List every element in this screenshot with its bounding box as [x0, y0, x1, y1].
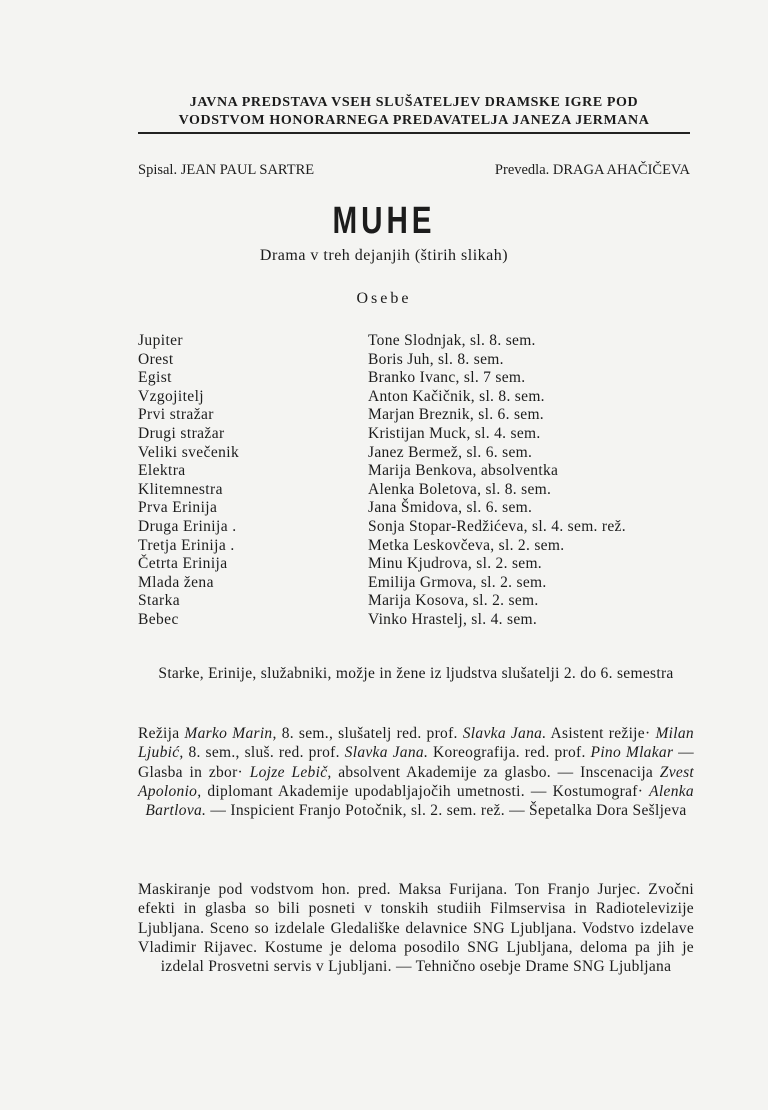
cast-role: Orest [138, 350, 174, 368]
cast-row [138, 611, 718, 630]
cast-role: Mlada žena [138, 573, 214, 591]
cast-row [138, 425, 718, 444]
cast-actor: Emilija Grmova, sl. 2. sem. [368, 573, 547, 591]
cast-actor: Sonja Stopar-Redžićeva, sl. 4. sem. rež. [368, 517, 626, 535]
cast-actor: Marija Kosova, sl. 2. sem. [368, 592, 539, 610]
cast-row [138, 574, 718, 593]
choreographer-name: Pino Mlakar [590, 744, 674, 762]
cast-row [138, 369, 718, 388]
cast-role: Prva Erinija [138, 499, 218, 517]
cast-row [138, 388, 718, 407]
cast-row [138, 406, 718, 425]
cast-role: Veliki svečenik [138, 443, 240, 461]
cast-actor: Vinko Hrastelj, sl. 4. sem. [368, 610, 538, 628]
cast-row [138, 518, 718, 537]
cast-role: Jupiter [138, 332, 183, 349]
play-subtitle: Drama v treh dejanjih (štirih slikah) [259, 247, 509, 264]
director-name: Marko Marin, [184, 725, 277, 742]
cast-actor: Janez Bermež, sl. 6. sem. [368, 443, 533, 461]
assistant-professor: Slavka Jana. [344, 744, 429, 762]
cast-actor: Branko Ivanc, sl. 7 sem. [368, 369, 526, 387]
header-line-1: JAVNA PREDSTAVA VSEH SLUŠATELJEV DRAMSKE IGRE POD [189, 95, 639, 110]
cast-role: Starka [138, 592, 180, 610]
choreography-label: Koreografija. red. prof. [432, 744, 586, 762]
cast-role: Prvi stražar [138, 406, 214, 424]
composer-name: Lojze Lebič, [249, 763, 332, 781]
cast-role: Egist [138, 369, 172, 387]
cast-actor: Metka Leskovčeva, sl. 2. sem. [368, 536, 565, 554]
production-credits [138, 724, 694, 820]
cast-role: Drugi stražar [138, 424, 225, 442]
composer-info: absolvent Akademije za glasbo. — Inscenacija [338, 763, 654, 781]
directing-label: Režija [138, 725, 180, 742]
scenographer-name: Zvest Apolonio, [138, 763, 695, 800]
cast-role: Vzgojitelj [138, 387, 204, 405]
header-line-2: VODSTVOM HONORARNEGA PREDAVATELJA JANEZA JERMANA [178, 113, 650, 128]
header [138, 94, 690, 130]
cast-role: Tretja Erinija . [138, 536, 235, 554]
stage-manager-info: — Inspicient Franjo Potočnik, sl. 2. sem. rež. — Šepetalka Dora Sešljeva [210, 802, 687, 820]
cast-actor: Minu Kjudrova, sl. 2. sem. [368, 555, 542, 573]
cast-list [138, 332, 718, 630]
cast-actor: Tone Slodnjak, sl. 8. sem. [368, 332, 536, 349]
cast-actor: Marija Benkova, absolventka [368, 462, 559, 480]
director-info: 8. sem., slušatelj red. prof. [281, 725, 458, 742]
play-title: MUHE [332, 200, 436, 242]
translator-credit: Prevedla. DRAGA AHAČIČEVA [494, 162, 690, 178]
scenographer-info: diplomant Akademije upodabljajočih umetnosti. — Kostumograf· [207, 782, 644, 800]
music-label: — Glasba in zbor· [138, 744, 694, 781]
cast-row [138, 592, 718, 611]
cast-actor: Marjan Breznik, sl. 6. sem. [368, 406, 544, 424]
cast-row [138, 351, 718, 370]
cast-heading: Osebe [356, 290, 412, 307]
cast-role: Elektra [138, 462, 186, 480]
cast-actor: Boris Juh, sl. 8. sem. [368, 350, 504, 368]
director-professor: Slavka Jana. [462, 725, 547, 742]
costume-designer-name: Alenka Bartlova. [145, 782, 694, 820]
cast-row [138, 444, 718, 463]
cast-role: Klitemnestra [138, 480, 223, 498]
cast-row [138, 537, 718, 556]
technical-credits: Maskiranje pod vodstvom hon. pred. Maksa Furijana. Ton Franjo Jurjec. Zvočni efekti in glasba so bili posneti v tonskih studiih Filmservisa in Radiotelevizije Ljubljana. Sceno so izdelale Gledališke delavnice SNG Ljubljana. Vodstvo izdelave Vladimir Rijavec. Kostume je deloma posodilo SNG Ljubljana, deloma pa jih je izdelal Prosvetni servis v Ljubljani. — Tehnično osebje Drame SNG Ljubljana [138, 881, 694, 976]
cast-actor: Kristijan Muck, sl. 4. sem. [368, 424, 541, 442]
cast-row [138, 332, 718, 351]
cast-row [138, 462, 718, 481]
cast-role: Druga Erinija . [138, 517, 237, 535]
author-credit: Spisal. JEAN PAUL SARTRE [138, 162, 315, 178]
extras-note: Starke, Erinije, služabniki, možje in žene iz ljudstva slušatelji 2. do 6. semestra [158, 665, 674, 682]
cast-row [138, 499, 718, 518]
cast-row [138, 555, 718, 574]
cast-row [138, 481, 718, 500]
assistant-info: 8. sem., sluš. red. prof. [188, 744, 340, 762]
assistant-name: Milan Ljubić, [138, 725, 694, 762]
cast-actor: Anton Kačičnik, sl. 8. sem. [368, 387, 545, 405]
assistant-label: Asistent režije· [550, 725, 651, 742]
header-divider [138, 132, 690, 134]
cast-role: Četrta Erinija [138, 555, 228, 573]
cast-role: Bebec [138, 610, 179, 628]
cast-actor: Alenka Boletova, sl. 8. sem. [368, 480, 552, 498]
cast-actor: Jana Šmidova, sl. 6. sem. [368, 499, 533, 517]
